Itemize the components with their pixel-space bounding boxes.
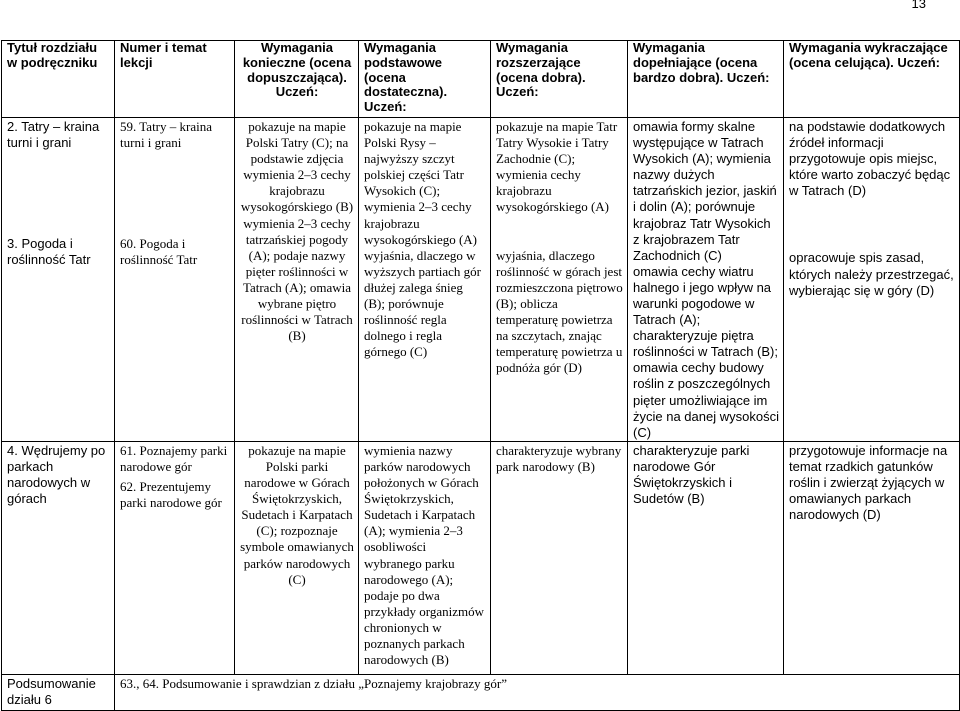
summary-chapter-cell: Podsumowanie działu 6 <box>2 674 115 710</box>
lesson-cell <box>115 117 235 441</box>
header-exceeding-requirements: Wymagania wykraczające (ocena celująca). Uczeń: <box>784 41 960 118</box>
header-complementary-requirements: Wymagania dopełniające (ocena bardzo dobra). Uczeń: <box>628 41 784 118</box>
summary-lesson-cell: 63., 64. Podsumowanie i sprawdzian z działu „Poznajemy krajobrazy gór” <box>115 674 960 710</box>
basic-requirements-60: wymienia 2–3 cechy tatrzańskiej pogody (A); podaje nazwy pięter roślinności w Tatrach (A); omawia wybrane piętro roślinności w Tatrach (B) <box>241 215 353 344</box>
lesson-59: 59. Tatry – kraina turni i grani <box>120 118 212 151</box>
table-row <box>2 117 960 441</box>
extended-requirements-59: pokazuje na mapie Tatr Tatry Wysokie i Tatry Zachodnie (C); wymienia cechy krajobrazu wysokogórskiego (A) <box>496 118 618 215</box>
header-row <box>2 41 960 118</box>
fundamental-requirements-cell: wymienia nazwy parków narodowych położonych w Górach Świętokrzyskich, Sudetach i Karpatach (A); wymienia 2–3 osobliwości wybranego parku narodowego (A); podaje po dwa przykłady organizmów chronionych w poznanych parkach narodowych (B) <box>359 441 491 674</box>
header-basic-requirements-title: Wymagania konieczne (ocena dopuszczająca). <box>242 40 352 85</box>
header-basic-requirements-student: Uczeń: <box>275 84 319 100</box>
lesson-61: 61. Poznajemy parki narodowe gór <box>120 442 228 474</box>
exceeding-requirements-cell <box>784 117 960 441</box>
header-lesson-number-topic: Numer i temat lekcji <box>115 41 235 118</box>
summary-row <box>2 674 960 710</box>
table-row <box>2 441 960 674</box>
chapter-cell: 4. Wędrujemy po parkach narodowych w górach <box>2 441 115 674</box>
lesson-60: 60. Pogoda i roślinność Tatr <box>120 236 198 268</box>
page-number: 13 <box>911 0 926 11</box>
fundamental-requirements-60: wyjaśnia, dlaczego w wyższych partiach gór dłużej zalega śnieg (B); porównuje roślinność regla dolnego i regla górnego (C) <box>364 247 481 360</box>
requirements-table <box>1 40 960 711</box>
header-fundamental-requirements: Wymagania podstawowe (ocena dostateczna). Uczeń: <box>359 41 491 118</box>
chapter-cell <box>2 117 115 441</box>
exceeding-requirements-cell: przygotowuje informacje na temat rzadkich gatunków roślin i zwierząt żyjących w omawianych parkach narodowych (D) <box>784 441 960 674</box>
fundamental-requirements-59: pokazuje na mapie Polski Rysy – najwyższy szczyt polskiej części Tatr Wysokich (C); wymienia 2–3 cechy krajobrazu wysokogórskiego (A) <box>364 118 478 247</box>
lesson-62: 62. Prezentujemy parki narodowe gór <box>120 479 222 511</box>
complementary-requirements-cell: charakteryzuje parki narodowe Gór Świętokrzyskich i Sudetów (B) <box>628 441 784 674</box>
exceeding-requirements-59: na podstawie dodatkowych źródeł informacji przygotowuje opis miejsc, które warto zobaczyć będąc w Tatrach (D) <box>789 118 951 199</box>
basic-requirements-59: pokazuje na mapie Polski Tatry (C); na podstawie zdjęcia wymienia 2–3 cechy krajobrazu wysokogórskiego (B) <box>240 118 354 215</box>
extended-requirements-cell: charakteryzuje wybrany park narodowy (B) <box>491 441 628 674</box>
header-extended-requirements: Wymagania rozszerzające (ocena dobra). Uczeń: <box>491 41 628 118</box>
basic-requirements-cell: pokazuje na mapie Polski parki narodowe w Górach Świętokrzyskich, Sudetach i Karpatach (C); rozpoznaje symbole omawianych parków narodowych (C) <box>235 441 359 674</box>
complementary-requirements-cell <box>628 117 784 441</box>
extended-requirements-60: wyjaśnia, dlaczego roślinność w górach jest rozmieszczona piętrowo (B); oblicza temperaturę powietrza na szczytach, znając temperaturę powietrza u podnóża gór (D) <box>496 247 623 376</box>
fundamental-requirements-cell <box>359 117 491 441</box>
chapter-title-tatry: 2. Tatry – kraina turni i grani <box>7 118 100 151</box>
complementary-requirements-60: omawia cechy wiatru halnego i jego wpływ na warunki pogodowe w Tatrach (A); charakteryzuje piętra roślinności w Tatrach (B); omawia cechy budowy roślin z poszczególnych pięter umożliwiające im życie na danej wysokości (C) <box>633 263 779 440</box>
basic-requirements-cell <box>235 117 359 441</box>
chapter-title-pogoda: 3. Pogoda i roślinność Tatr <box>7 236 91 268</box>
header-basic-requirements <box>235 41 359 118</box>
lesson-cell <box>115 441 235 674</box>
extended-requirements-cell <box>491 117 628 441</box>
exceeding-requirements-60: opracowuje spis zasad, których należy przestrzegać, wybierając się w góry (D) <box>789 250 954 298</box>
header-chapter-title: Tytuł rozdziału w podręczniku <box>2 41 115 118</box>
complementary-requirements-59: omawia formy skalne występujące w Tatrach Wysokich (A); wymienia nazwy dużych tatrzańskich jezior, jaskiń i dolin (A); porównuje krajobraz Tatr Wysokich z krajobrazem Tatr Zachodnich (C) <box>633 118 777 263</box>
